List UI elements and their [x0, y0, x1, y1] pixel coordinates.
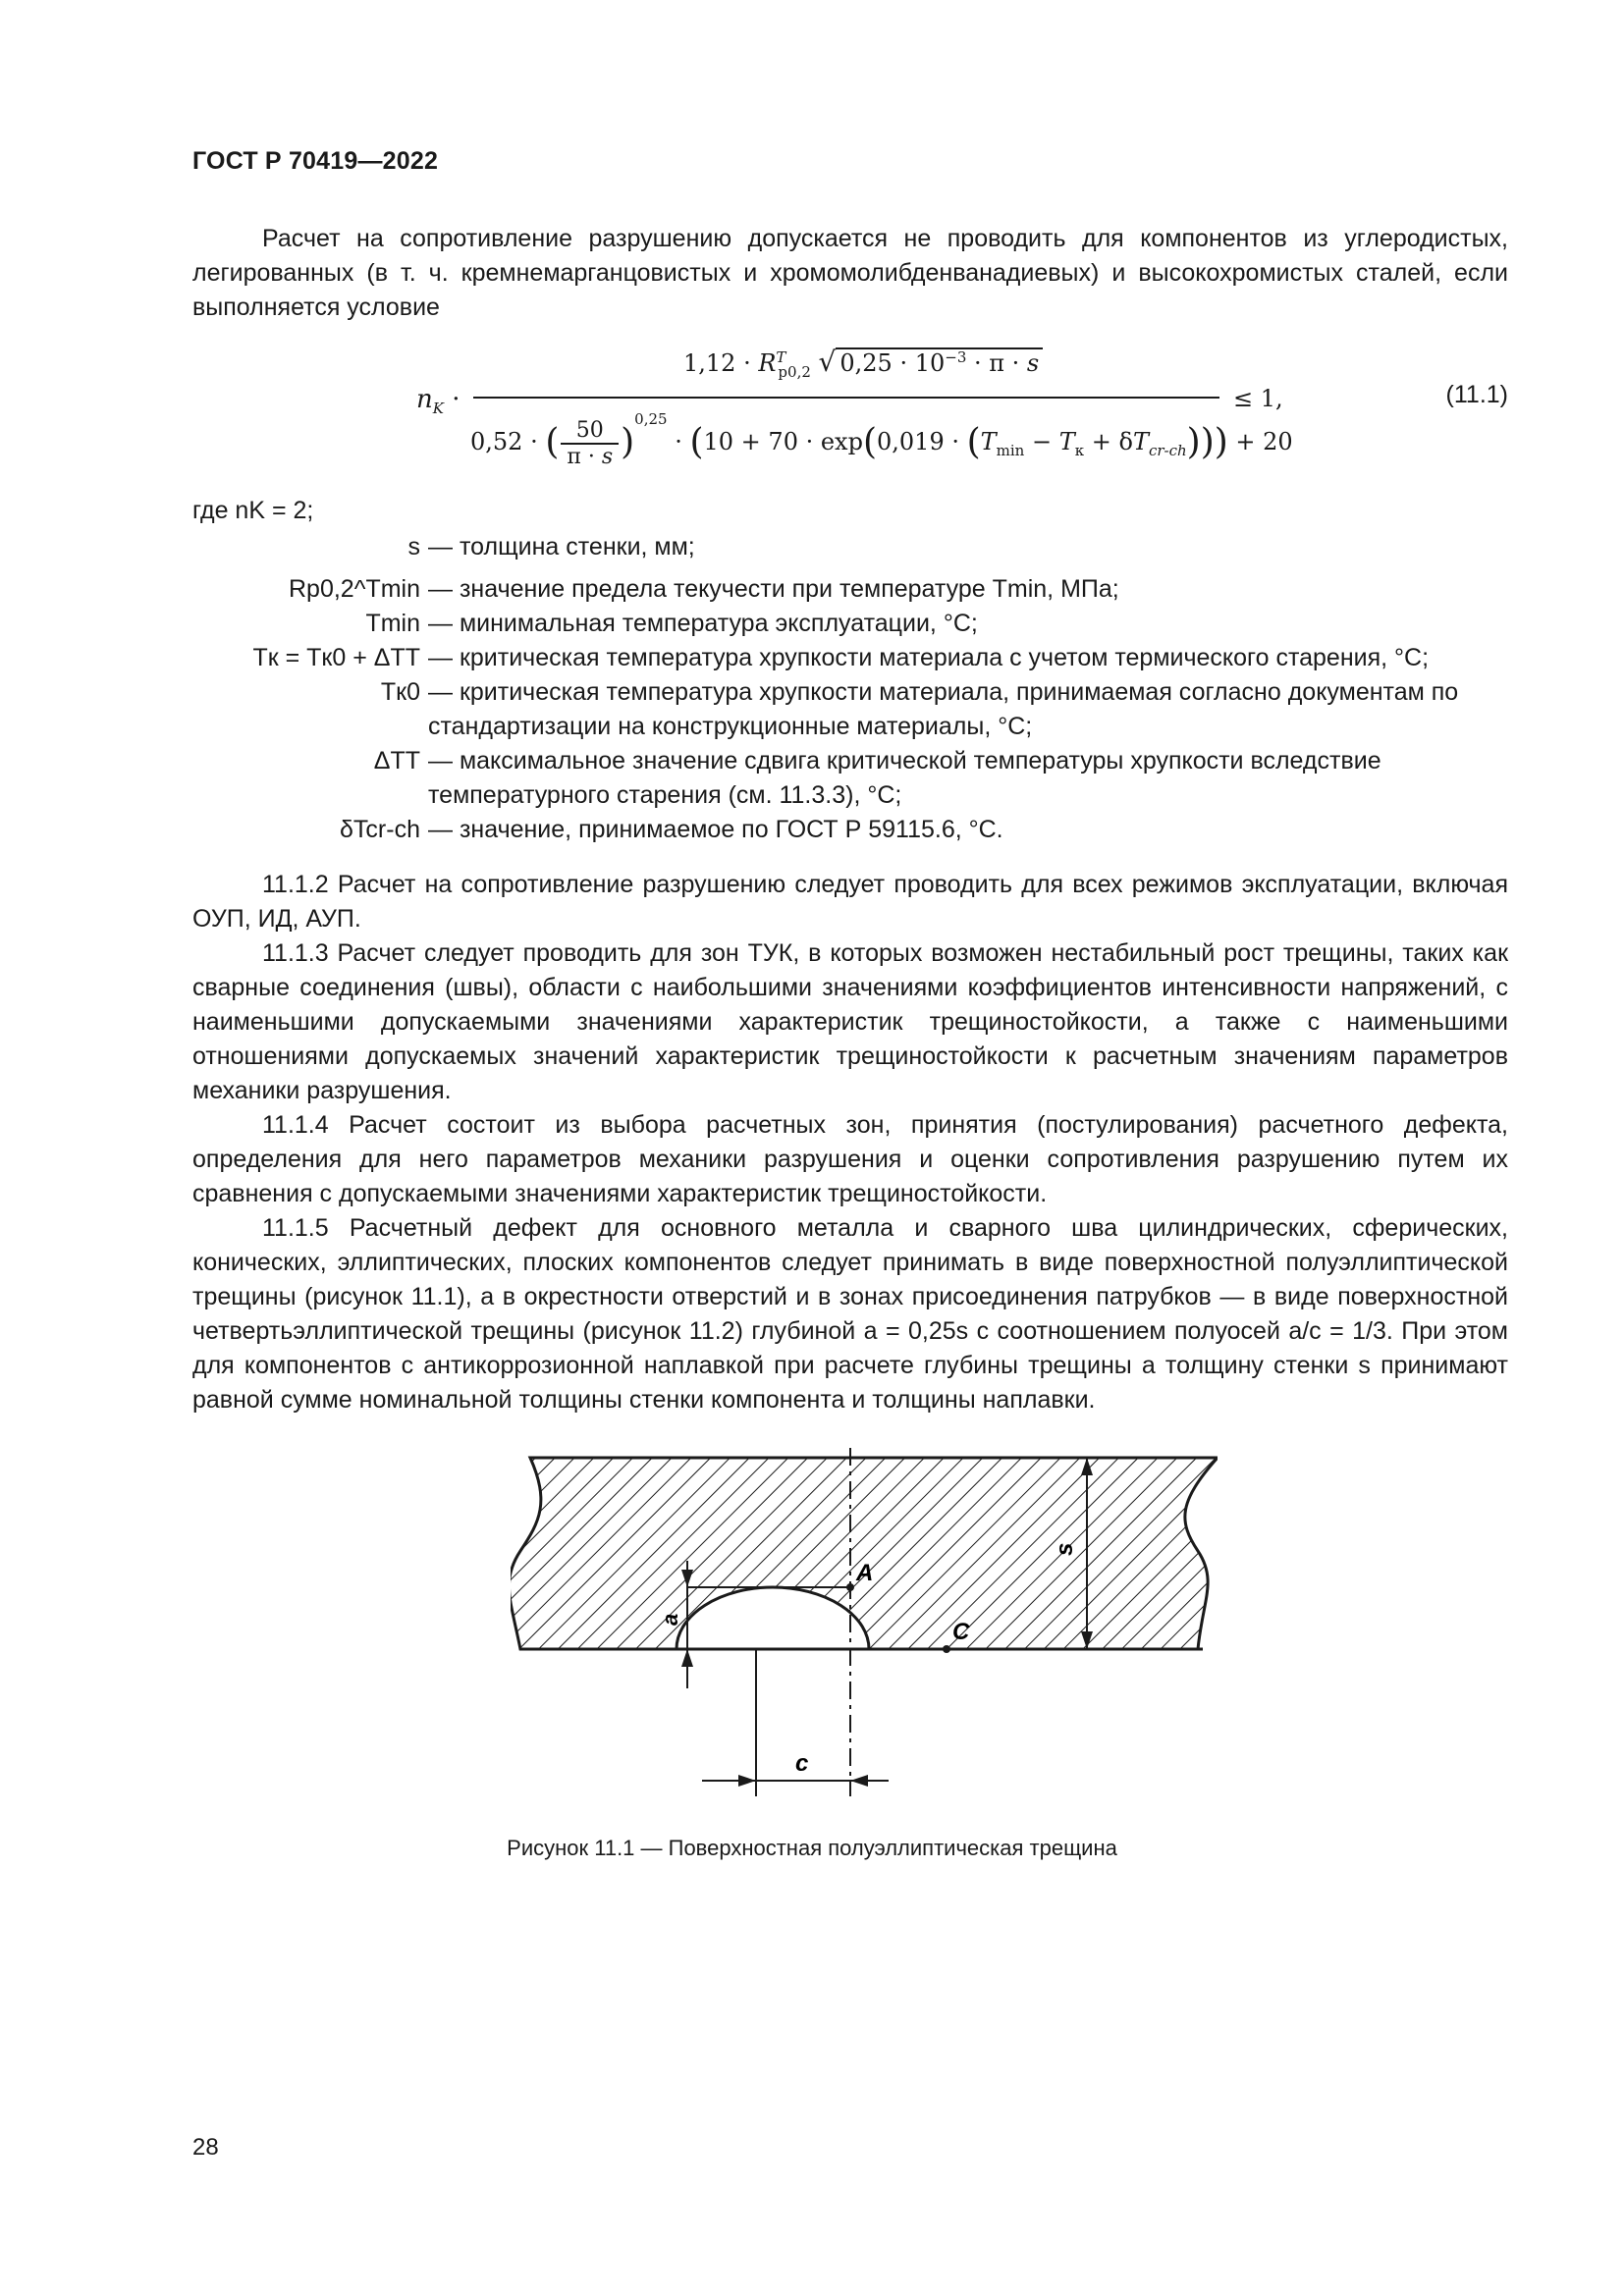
definition-item	[192, 530, 1508, 564]
formula-number: (11.1)	[1445, 381, 1508, 408]
page-number: 28	[192, 2134, 219, 2161]
definitions-list	[192, 530, 1508, 847]
definition-text: — критическая температура хрупкости материала, принимаемая согласно документам по стандартизации на конструкционные материалы, °С;	[428, 678, 1459, 740]
a-label: a	[658, 1613, 682, 1626]
definition-text: — значение предела текучести при температуре Tmin, МПа;	[428, 575, 1119, 603]
formula-denominator: 0,52 · ( $\frac{50}{\pi \cdot s}$ )$^{0,25} \cdot (10 + 70 \cdot \exp(0,019 \cdot (T_{min} - T_к + \delta T_{cr-ch}))) + 20$	[470, 410, 1293, 469]
definition-symbol: Tк0	[380, 678, 420, 706]
c-arrow-left	[738, 1775, 756, 1787]
figure-caption: Рисунок 11.1 — Поверхностная полуэллиптическая трещина	[507, 1836, 1117, 1860]
s-label: s	[1052, 1542, 1078, 1556]
point-a-label: A	[856, 1560, 874, 1586]
definition-text: — толщина стенки, мм;	[428, 533, 695, 561]
figure-11-1	[511, 1443, 1218, 1816]
point-c-label: C	[952, 1619, 970, 1645]
definition-text: — значение, принимаемое по ГОСТ Р 59115.6, °С.	[428, 816, 1003, 843]
definition-symbol: Rp0,2^Tmin	[289, 575, 420, 603]
where-label: где nK = 2;	[192, 497, 314, 524]
definition-item	[192, 572, 1508, 607]
c-label: c	[795, 1750, 809, 1777]
definition-text: — критическая температура хрупкости материала с учетом термического старения, °С;	[428, 644, 1430, 671]
point-a	[846, 1583, 854, 1591]
definition-symbol: ΔTT	[373, 747, 420, 774]
document-header: ГОСТ Р 70419—2022	[192, 147, 439, 175]
definition-text: — минимальная температура эксплуатации, °С;	[428, 610, 978, 637]
definition-symbol: Tк = Tк0 + ΔTT	[252, 644, 420, 671]
definition-item	[192, 675, 1508, 744]
formula-11-1	[192, 328, 1508, 485]
paragraph-11-1-3: 11.1.3 Расчет следует проводить для зон ТУК, в которых возможен нестабильный рост трещины, таких как сварные соединения (швы), области с наибольшими значениями коэффициентов интенсивности напряжений, с наименьшими допускаемыми значениями характеристик трещиностойкости, а также с наименьшими отношениями допускаемых значений характеристик трещиностойкости к расчетным значениям параметров механики разрушения.	[192, 939, 1508, 1104]
definition-symbol: Tmin	[365, 610, 420, 637]
definition-item	[192, 744, 1508, 813]
definition-item	[192, 607, 1508, 641]
paragraph-11-1-5: 11.1.5 Расчетный дефект для основного металла и сварного шва цилиндрических, сферических, конических, эллиптических, плоских компонентов следует принимать в виде поверхностной полуэллиптической трещины (рисунок 11.1), а в окрестности отверстий и в зонах присоединения патрубков — в виде поверхностной четвертьэллиптической трещины (рисунок 11.2) глубиной a = 0,25s с соотношением полуосей a/c = 1/3. При этом для компонентов с антикоррозионной наплавкой при расчете глубины трещины a толщину стенки s принимают равной сумме номинальной толщины стенки компонента и толщины наплавки.	[192, 1214, 1508, 1414]
wall-section	[511, 1458, 1218, 1649]
definition-symbol: δTcr-ch	[340, 816, 420, 843]
point-c	[943, 1645, 950, 1653]
definition-text: — максимальное значение сдвига критической температуры хрупкости вследствие температурного старения (см. 11.3.3), °С;	[428, 747, 1381, 809]
c-arrow-right	[850, 1775, 868, 1787]
formula-numerator: $1,12 \cdot R^T_{p0,2}$ √ $0,25 \cdot 10^{-3} \cdot \pi \cdot s$	[683, 346, 1043, 381]
formula-fraction-line	[473, 397, 1219, 399]
intro-paragraph: Расчет на сопротивление разрушению допускается не проводить для компонентов из углеродистых, легированных (в т. ч. кремнемарганцовистых и хромомолибденванадиевых) и высокохромистых сталей, если выполняется условие	[192, 225, 1508, 321]
definition-symbol: s	[407, 533, 420, 561]
formula-rhs: ≤ 1,	[1233, 385, 1283, 412]
paragraph-11-1-4: 11.1.4 Расчет состоит из выбора расчетных зон, принятия (постулирования) расчетного дефекта, определения для него параметров механики разрушения и оценки сопротивления разрушению путем их сравнения с допускаемыми значениями характеристик трещиностойкости.	[192, 1111, 1508, 1207]
body-text	[192, 868, 1508, 1417]
a-arrow-bottom	[681, 1649, 693, 1667]
definition-item	[192, 813, 1508, 847]
paragraph-11-1-2: 11.1.2 Расчет на сопротивление разрушению следует проводить для всех режимов эксплуатации, включая ОУП, ИД, АУП.	[192, 871, 1508, 933]
definition-item	[192, 641, 1508, 675]
formula-lhs: $n_K$ ·	[416, 385, 460, 418]
